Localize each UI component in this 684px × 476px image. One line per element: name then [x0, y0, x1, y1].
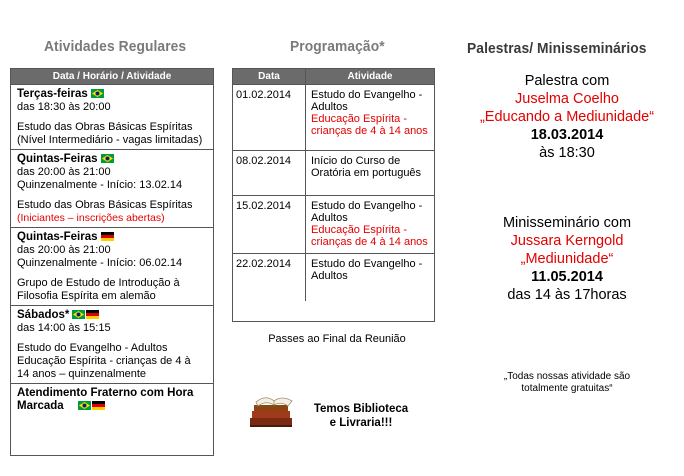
germany-flag-icon — [86, 310, 99, 319]
section-time: das 18:30 às 20:00 — [17, 101, 111, 113]
row-activity-extra: Educação Espírita - crianças de 4 à 14 anos — [311, 224, 428, 248]
section-title: Quintas-Feiras — [17, 153, 98, 165]
germany-flag-icon — [92, 401, 105, 410]
section-thursday-pt — [11, 150, 213, 228]
section-desc: Estudo do Evangelho - Adultos — [17, 342, 168, 354]
section-note: Quinzenalmente - Início: 06.02.14 — [17, 257, 183, 269]
panel-header: Data / Horário / Atividade — [11, 69, 213, 85]
section-saturday — [11, 306, 213, 384]
section-title: Sábados* — [17, 309, 70, 321]
section-title: Marcada — [17, 400, 64, 412]
section-title: Terças-feiras — [17, 88, 88, 100]
table-row — [233, 254, 434, 301]
palestra-speaker: Juselma Coelho — [515, 91, 619, 107]
palestra-label: Palestra com — [524, 73, 610, 89]
section-time: das 14:00 às 15:15 — [17, 322, 111, 334]
section-desc: Estudo das Obras Básicas Espíritas — [17, 199, 193, 211]
row-activity-extra: Educação Espírita - crianças de 4 à 14 anos — [311, 113, 428, 137]
row-date: 08.02.2014 — [233, 151, 306, 195]
section-desc: (Nível Intermediário - vagas limitadas) — [17, 134, 203, 146]
note-line: totalmente gratuitas“ — [521, 383, 613, 394]
passes-note: Passes ao Final da Reunião — [268, 333, 406, 345]
section-atendimento — [11, 384, 213, 415]
section-note: Quinzenalmente - Início: 13.02.14 — [17, 179, 183, 191]
library-text — [306, 402, 416, 430]
seminario-speaker: Jussara Kerngold — [510, 233, 624, 249]
row-activity: Início do Curso de Oratória em português — [311, 155, 422, 179]
seminario-label: Minisseminário com — [502, 215, 632, 231]
program-table — [232, 68, 435, 322]
palestra-date: 18.03.2014 — [530, 127, 604, 143]
table-row — [233, 196, 434, 254]
row-date: 01.02.2014 — [233, 85, 306, 150]
section-title: Quintas-Feiras — [17, 231, 98, 243]
section-time: das 20:00 às 21:00 — [17, 166, 111, 178]
brazil-flag-icon — [78, 401, 91, 410]
brazil-flag-icon — [101, 154, 114, 163]
table-header — [233, 69, 434, 85]
section-time: das 20:00 às 21:00 — [17, 244, 111, 256]
heading-palestras: Palestras/ Minisseminários — [467, 40, 647, 57]
section-thursday-de — [11, 228, 213, 306]
section-tuesday — [11, 85, 213, 150]
section-desc-highlight: (Iniciantes – inscrições abertas) — [17, 212, 165, 224]
brazil-flag-icon — [91, 89, 104, 98]
section-desc: Grupo de Estudo de Introdução à — [17, 277, 180, 289]
table-row — [233, 151, 434, 196]
seminario-block — [452, 214, 682, 304]
palestra-time: às 18:30 — [539, 145, 595, 161]
heading-programacao: Programação* — [290, 38, 385, 55]
library-line: Temos Biblioteca — [313, 403, 409, 415]
section-desc: Filosofia Espírita em alemão — [17, 290, 156, 302]
regular-activities-panel — [10, 68, 214, 456]
row-date: 22.02.2014 — [233, 254, 306, 301]
section-desc: Estudo das Obras Básicas Espíritas — [17, 121, 193, 133]
section-desc: 14 anos – quinzenalmente — [17, 368, 147, 380]
library-line: e Livraria!!! — [329, 417, 393, 429]
row-activity: Estudo do Evangelho - Adultos — [311, 258, 423, 282]
heading-atividades: Atividades Regulares — [44, 38, 187, 55]
germany-flag-icon — [101, 232, 114, 241]
books-icon — [248, 392, 298, 432]
section-title: Atendimento Fraterno com Hora — [17, 387, 194, 399]
column-activity: Atividade — [347, 71, 393, 82]
row-activity: Estudo do Evangelho - Adultos — [311, 200, 423, 224]
section-desc: Educação Espírita - crianças de 4 à — [17, 355, 191, 367]
note-line: „Todas nossas atividade são — [503, 371, 631, 382]
column-date: Data — [233, 69, 306, 84]
seminario-date: 11.05.2014 — [531, 269, 603, 285]
seminario-time: das 14 às 17horas — [507, 287, 627, 303]
row-activity: Estudo do Evangelho - Adultos — [311, 89, 423, 113]
seminario-topic: „Mediunidade“ — [520, 251, 614, 267]
free-activities-note — [462, 371, 672, 395]
palestra-block — [452, 72, 682, 162]
table-row — [233, 85, 434, 151]
row-date: 15.02.2014 — [233, 196, 306, 253]
brazil-flag-icon — [72, 310, 85, 319]
palestra-topic: „Educando a Mediunidade“ — [479, 109, 655, 125]
